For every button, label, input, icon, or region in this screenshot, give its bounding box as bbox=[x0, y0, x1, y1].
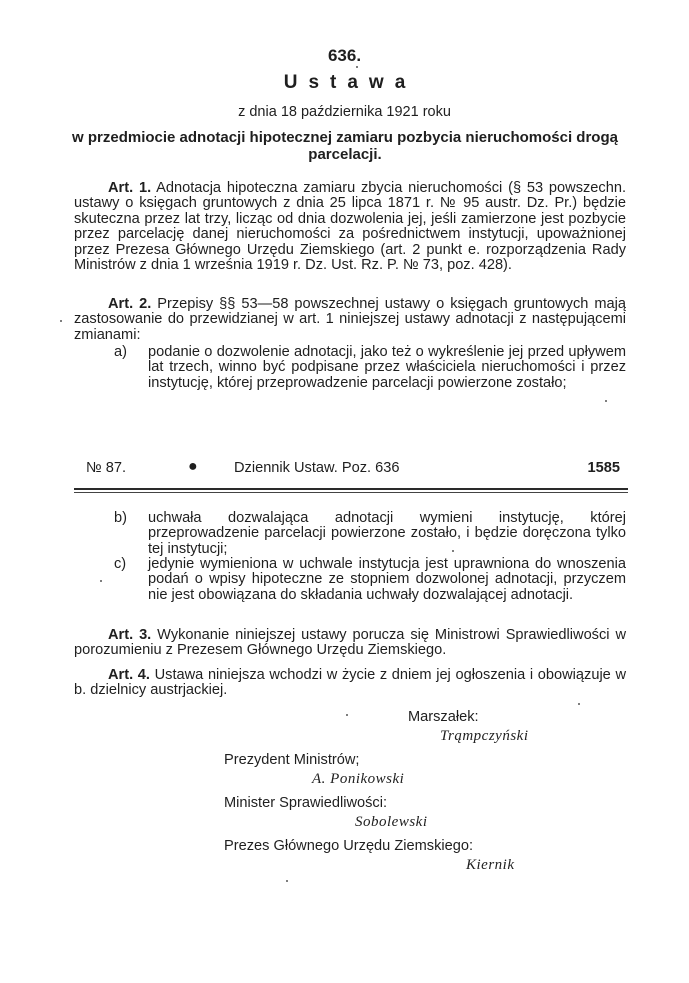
header-rule-thin bbox=[74, 492, 628, 493]
list-item-b bbox=[114, 511, 626, 557]
article-4-text: Ustawa niniejsza wchodzi w życie z dniem jej ogłoszenia i obowiązuje w b. dzielnicy austrjackiej. bbox=[74, 667, 626, 699]
list-item-b-marker: b) bbox=[114, 510, 127, 526]
scan-speck bbox=[578, 703, 580, 705]
list-item-a bbox=[114, 345, 626, 391]
list-item-c-marker: c) bbox=[114, 556, 127, 572]
signature-name-justice-minister: Sobolewski bbox=[355, 814, 428, 830]
dateline: z dnia 18 października 1921 roku bbox=[238, 104, 451, 120]
list-item-c-text: jedynie wymieniona w uchwale instytucja jest uprawniona do wnoszenia podań o wpisy hipoteczne ze stopniem dozwolonej adnotacji, przyczem nie jest obowiązana do składania uchwały dozwalającej adnotacji. bbox=[148, 556, 626, 603]
list-item-b-text: uchwała dozwalająca adnotacji wymieni instytucję, której przeprowadzenie parcelacji powierzone zostało, i będzie doręczona tylko tej instytucji; bbox=[148, 510, 626, 557]
article-4 bbox=[74, 668, 626, 699]
running-header bbox=[74, 460, 626, 480]
scan-speck bbox=[452, 550, 454, 552]
list-item-a-text: podanie o dozwolenie adnotacji, jako też o wykreślenie jej przed upływem lat trzech, winno być podpisane przez właściciela nieruchomości i przez instytucję, której przeprowadzenie parcelacji powierzone zostało; bbox=[148, 344, 626, 391]
subject-heading: w przedmiocie adnotacji hipotecznej zamiaru pozbycia nieruchomości drogą parcelacji. bbox=[72, 129, 618, 163]
ink-dot-icon: ● bbox=[188, 458, 198, 475]
article-1 bbox=[74, 181, 626, 273]
issue-number: № 87. bbox=[86, 460, 126, 476]
journal-title: Dziennik Ustaw. Poz. 636 bbox=[234, 460, 400, 476]
article-4-label: Art. 4. bbox=[108, 667, 150, 683]
scan-speck bbox=[60, 320, 62, 322]
article-1-label: Art. 1. bbox=[108, 180, 152, 196]
scan-speck bbox=[346, 714, 348, 716]
article-3 bbox=[74, 628, 626, 659]
document-title: Ustawa bbox=[283, 72, 417, 93]
signature-role-prime-minister: Prezydent Ministrów; bbox=[224, 752, 360, 768]
article-2-text: Przepisy §§ 53—58 powszechnej ustawy o księgach gruntowych mają zastosowanie do przewidzianej w art. 1 niniejszej ustawy adnotacji z następującemi zmianami: bbox=[74, 296, 626, 343]
signature-name-land-office-president: Kiernik bbox=[466, 857, 515, 873]
entry-number: 636. bbox=[327, 46, 362, 65]
signature-name-marszalek: Trąmpczyński bbox=[440, 728, 529, 744]
article-1-text: Adnotacja hipoteczna zamiaru zbycia nieruchomości (§ 53 powszechn. ustawy o księgach gruntowych z dnia 25 lipca 1871 r. № 95 austr. Dz. Pr.) będzie skuteczna przez lat trzy, licząc od dnia dozwolenia jej, jeśli zamierzone jest pozbycie przez parcelację danej nieruchomości za pośrednictwem instytucji, upoważnionej przez Prezesa Głównego Urzędu Ziemskiego (art. 2 punkt e. rozporządzenia Rady Ministrów z dnia 1 września 1919 r. Dz. Ust. Rz. P. № 73, poz. 428). bbox=[74, 180, 627, 274]
header-rule bbox=[74, 488, 628, 490]
signature-name-prime-minister: A. Ponikowski bbox=[312, 771, 405, 787]
signature-role-justice-minister: Minister Sprawiedliwości: bbox=[224, 795, 388, 811]
signature-role-marszalek: Marszałek: bbox=[408, 709, 479, 725]
scan-speck bbox=[100, 580, 102, 582]
article-2-label: Art. 2. bbox=[108, 296, 152, 312]
list-item-c bbox=[114, 557, 626, 603]
list-item-a-marker: a) bbox=[114, 344, 127, 360]
article-2 bbox=[74, 297, 626, 343]
page-number: 1585 bbox=[587, 460, 620, 476]
article-3-text: Wykonanie niniejszej ustawy porucza się Ministrowi Sprawiedliwości w porozumieniu z Prezesem Głównego Urzędu Ziemskiego. bbox=[74, 627, 626, 659]
article-3-label: Art. 3. bbox=[108, 627, 152, 643]
scan-speck bbox=[605, 400, 607, 402]
scan-speck bbox=[356, 66, 358, 68]
signature-role-land-office-president: Prezes Głównego Urzędu Ziemskiego: bbox=[224, 838, 474, 854]
scan-speck bbox=[286, 880, 288, 882]
